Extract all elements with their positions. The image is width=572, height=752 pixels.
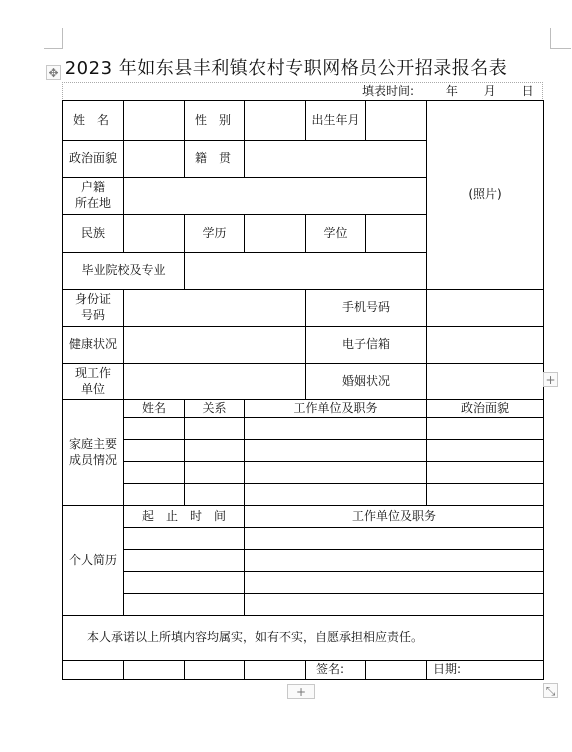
signature-blank <box>245 661 306 680</box>
label-family <box>63 400 124 506</box>
label-work <box>63 364 124 400</box>
family-header-name: 姓名 <box>124 400 185 418</box>
resume-cell[interactable] <box>245 528 544 550</box>
label-family-1: 家庭主要 <box>68 436 117 451</box>
signature-label: 签名: <box>306 661 366 680</box>
label-family-2: 成员情况 <box>68 452 117 467</box>
family-cell[interactable] <box>124 418 185 440</box>
label-work-1: 现工作 <box>74 365 111 380</box>
registration-table <box>62 100 544 680</box>
family-header-relation: 关系 <box>185 400 245 418</box>
date-label: 日期: <box>427 661 544 680</box>
family-cell[interactable] <box>185 440 245 462</box>
fill-time-label: 填表时间: <box>362 84 415 98</box>
signature-blank <box>185 661 245 680</box>
input-work[interactable] <box>124 364 306 400</box>
page-corner-top-right <box>550 28 571 49</box>
input-marital[interactable] <box>427 364 544 400</box>
resume-cell[interactable] <box>245 594 544 616</box>
label-degree: 学位 <box>306 215 366 253</box>
family-cell[interactable] <box>185 418 245 440</box>
fill-time-year: 年 <box>445 84 458 98</box>
label-id-2: 号码 <box>80 308 105 322</box>
family-cell[interactable] <box>185 484 245 506</box>
page-corner-top-left <box>44 28 63 49</box>
label-ethnicity: 民族 <box>63 215 124 253</box>
label-resume: 个人简历 <box>63 506 124 616</box>
label-school: 毕业院校及专业 <box>63 253 185 290</box>
fill-time-day: 日 <box>521 84 534 98</box>
input-political[interactable] <box>124 141 185 178</box>
resume-cell[interactable] <box>245 572 544 594</box>
input-origin[interactable] <box>245 141 427 178</box>
label-birth: 出生年月 <box>306 101 366 141</box>
family-cell[interactable] <box>124 484 185 506</box>
label-household <box>63 178 124 215</box>
resume-header-work: 工作单位及职务 <box>245 506 544 528</box>
label-political: 政治面貌 <box>63 141 124 178</box>
family-header-political: 政治面貌 <box>427 400 544 418</box>
label-marital: 婚姻状况 <box>306 364 427 400</box>
label-household-2: 所在地 <box>74 196 111 210</box>
resume-cell[interactable] <box>124 550 245 572</box>
family-cell[interactable] <box>185 462 245 484</box>
label-name: 姓 名 <box>63 101 124 141</box>
add-row-icon[interactable]: + <box>287 684 315 699</box>
label-work-2: 单位 <box>80 381 105 396</box>
family-cell[interactable] <box>245 418 427 440</box>
signature-blank <box>63 661 124 680</box>
form-title: 2023 年如东县丰利镇农村专职网格员公开招录报名表 <box>64 58 508 79</box>
label-phone: 手机号码 <box>306 290 427 327</box>
label-education: 学历 <box>185 215 245 253</box>
signature-input[interactable] <box>366 661 427 680</box>
resume-header-period: 起 止 时 间 <box>124 506 245 528</box>
photo-label: (照片) <box>468 187 502 202</box>
resume-cell[interactable] <box>124 572 245 594</box>
family-cell[interactable] <box>124 440 185 462</box>
signature-blank <box>124 661 185 680</box>
label-id <box>63 290 124 327</box>
input-household[interactable] <box>124 178 427 215</box>
label-gender: 性 别 <box>185 101 245 141</box>
input-phone[interactable] <box>427 290 544 327</box>
label-household-1: 户籍 <box>80 180 105 195</box>
table-move-handle[interactable]: ✥ <box>46 65 61 80</box>
label-id-1: 身份证 <box>74 292 111 307</box>
input-gender[interactable] <box>245 101 306 141</box>
family-cell[interactable] <box>427 462 544 484</box>
family-cell[interactable] <box>245 440 427 462</box>
family-cell[interactable] <box>427 484 544 506</box>
family-cell[interactable] <box>245 462 427 484</box>
input-ethnicity[interactable] <box>124 215 185 253</box>
family-cell[interactable] <box>245 484 427 506</box>
photo-box[interactable] <box>427 101 544 290</box>
resume-cell[interactable] <box>245 550 544 572</box>
input-name[interactable] <box>124 101 185 141</box>
input-email[interactable] <box>427 327 544 364</box>
input-id[interactable] <box>124 290 306 327</box>
add-column-icon[interactable]: + <box>543 372 558 387</box>
label-health: 健康状况 <box>63 327 124 364</box>
input-degree[interactable] <box>366 215 427 253</box>
resume-cell[interactable] <box>124 528 245 550</box>
input-education[interactable] <box>245 215 306 253</box>
label-origin: 籍 贯 <box>185 141 245 178</box>
input-health[interactable] <box>124 327 306 364</box>
family-cell[interactable] <box>427 418 544 440</box>
header-dotted-line <box>62 82 543 99</box>
family-cell[interactable] <box>124 462 185 484</box>
table-resize-icon[interactable]: ⤡ <box>543 683 558 698</box>
input-birth[interactable] <box>366 101 427 141</box>
fill-time-month: 月 <box>483 84 496 98</box>
family-header-work: 工作单位及职务 <box>245 400 427 418</box>
pledge-text: 本人承诺以上所填内容均属实，如有不实，自愿承担相应责任。 <box>63 616 544 661</box>
family-cell[interactable] <box>427 440 544 462</box>
resume-cell[interactable] <box>124 594 245 616</box>
input-school[interactable] <box>185 253 427 290</box>
label-email: 电子信箱 <box>306 327 427 364</box>
